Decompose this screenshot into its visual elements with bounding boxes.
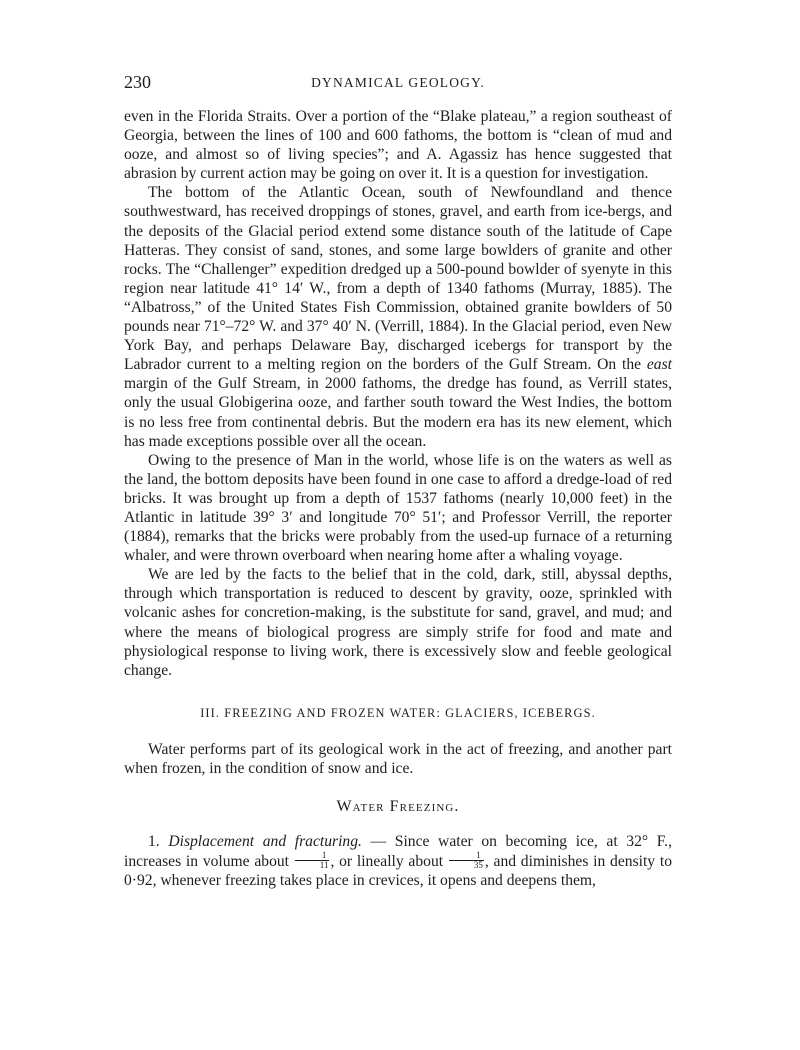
item-title: Displacement and fracturing. [168,833,362,850]
fraction-denominator: 35 [473,860,483,871]
gulf-stream-east-italic: east [646,356,672,374]
item-text-1: — Since water on becoming ice, at 32° F., increases in volume about [124,833,672,871]
item-text-2: , or lineally about [330,853,444,871]
gulf-stream-on-the: On the [597,356,642,374]
fraction-one-eleventh [295,851,330,870]
section-intro: Water performs part of its geological work in the act of freezing, and another part when frozen, in the condition of snow and ice. [124,740,672,777]
fraction-one-thirty-fifth [449,851,484,870]
running-head: DYNAMICAL GEOLOGY. [311,75,485,90]
gulf-stream-rest: margin of the Gulf Stream, in 2000 fathoms, the dredge has found, as Verrill states, only the usual Globigerina ooze, and farther south toward the West Indies, the bottom is no less free from continental debris. But the modern era has its new element, which has made exceptions possible over all the ocean. [124,375,672,450]
page-header [124,72,672,98]
fraction-numerator: 1 [295,851,330,861]
subsection-heading: Water Freezing. [336,798,460,815]
paragraph-florida-straits: even in the Florida Straits. Over a portion of the “Blake plateau,” a region southeast of Georgia, between the lines of 100 and 600 fathoms, the bottom is “clean of mud and ooze, and almost so of living species”; and A. Agassiz has hence suggested that abrasion by current action may be going on over it. It is a question for investigation. [124,108,672,183]
fraction-denominator: 11 [319,860,329,871]
body-text [124,107,672,890]
fraction-numerator: 1 [449,851,484,861]
item-number: 1. [148,833,160,850]
section-heading: III. FREEZING AND FROZEN WATER: GLACIERS, ICEBERGS. [200,705,596,720]
paragraph-atlantic-bottom [124,183,672,450]
paragraph-atlantic-bottom-text: The bottom of the Atlantic Ocean, south of Newfoundland and thence southwestward, has received droppings of stones, gravel, and earth from ice-bergs, and the deposits of the Glacial period extend some distance south of the latitude of Cape Hatteras. They consist of sand, stones, and some large bowlders of granite and other rocks. The “Challenger” expedition dredged up a 500-pound bowlder of syenyte in this region near latitude 41° 14′ W., from a depth of 1340 fathoms (Murray, 1885). The “Albatross,” of the United States Fish Commission, obtained granite bowlders of 50 pounds near 71°–72° W. and 37° 40′ N. (Verrill, 1884). In the Glacial period, even New York Bay, and perhaps Delaware Bay, discharged icebergs for transport by the Labrador current to a melting region on the borders of the Gulf Stream. [124,184,672,374]
paragraph-red-bricks: Owing to the presence of Man in the world, whose life is on the waters as well as the land, the bottom deposits have been found in one case to afford a dredge-load of red bricks. It was brought up from a depth of 1537 fathoms (nearly 10,000 feet) in the Atlantic in latitude 39° 3′ and longitude 70° 51′; and Professor Verrill, the reporter (1884), remarks that the bricks were probably from the used-up furnace of a returning whaler, and were thrown overboard when nearing home after a whaling voyage. [124,451,672,565]
paragraph-abyssal-depths: We are led by the facts to the belief that in the cold, dark, still, abyssal depths, through which transportation is reduced to descent by gravity, ooze, sprinkled with volcanic ashes for concretion-making, is the substitute for sand, gravel, and mud; and where the means of biological progress are simply strife for food and mate and physiological response to living work, there is excessively slow and feeble geological change. [124,566,672,679]
item-text-3: , and diminishes in density to 0·92, whenever freezing takes place in crevices, it opens and deepens them, [124,853,673,890]
item-displacement [124,832,672,890]
page-number: 230 [124,72,151,92]
